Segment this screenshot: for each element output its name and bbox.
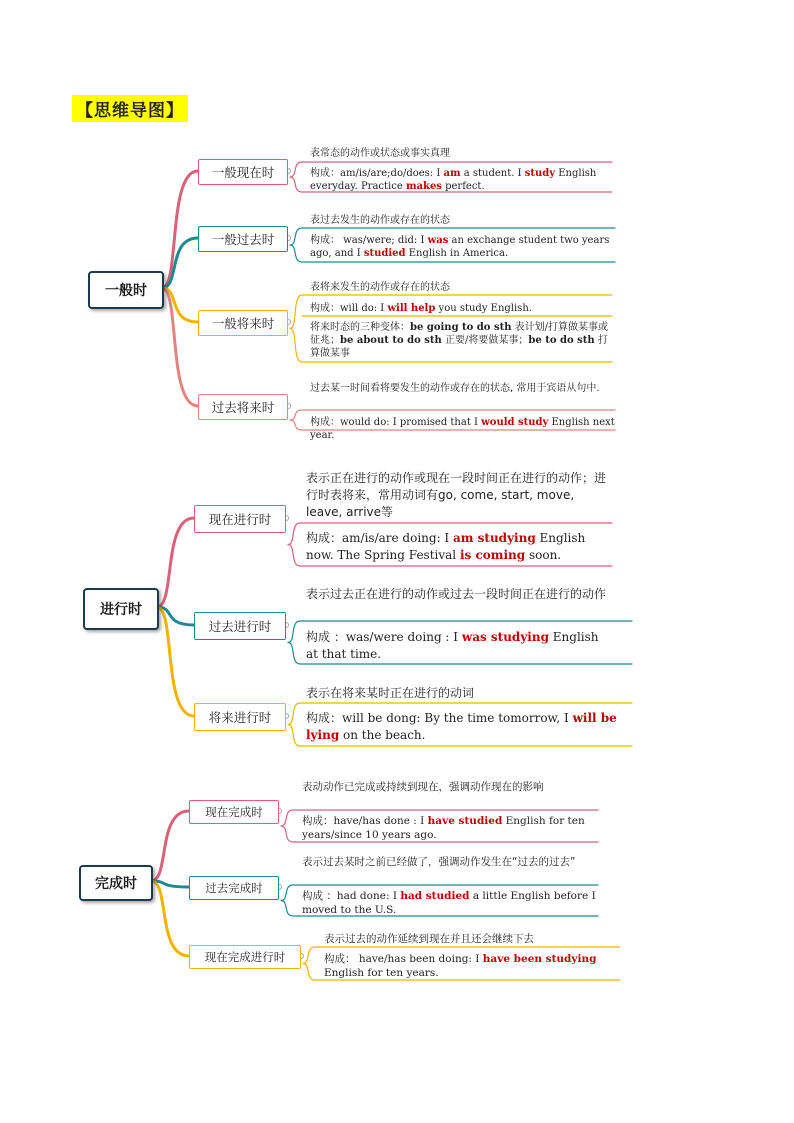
- branch-text-1-2-line-1: [306, 710, 626, 744]
- branch-text-0-3-line-0: 过去某一时间看将要发生的动作或存在的状态, 常用于宾语从句中.: [310, 383, 600, 394]
- branch-text-2-0-line-1: [302, 815, 592, 842]
- text-run: English in America.: [405, 248, 509, 259]
- text-run: English now. The Spring Festival: [306, 531, 586, 563]
- text-run: 构成：will be dong: By the time tomorrow, I: [306, 711, 573, 725]
- text-run: English for ten years.: [324, 966, 439, 979]
- text-run: was: [427, 235, 449, 246]
- branch-text-0-1-line-0: 表过去发生的动作或存在的状态: [310, 215, 450, 226]
- text-run: a student. I: [460, 168, 525, 179]
- branch-text-1-2-line-0: 表示在将来某时正在进行的动词: [306, 686, 475, 700]
- text-run: English at that time.: [306, 630, 599, 662]
- text-run: English next year.: [310, 417, 615, 441]
- text-run: be about to do sth: [340, 335, 442, 346]
- section-title: 【思维导图】: [72, 95, 188, 122]
- text-run: had studied: [400, 890, 470, 902]
- text-run: is coming: [459, 548, 526, 563]
- root-node-simple: 一般时: [88, 271, 164, 309]
- text-run: soon.: [525, 548, 562, 563]
- branch-text-0-0-line-1: [310, 167, 600, 193]
- text-run: would study: [481, 417, 549, 428]
- text-run: a little English before I moved to the U.S.: [302, 890, 596, 916]
- branch-text-0-2-line-1: [310, 302, 610, 315]
- branch-text-1-1-line-0: 表示过去正在进行的动作或过去一段时间正在进行的动作: [306, 587, 607, 601]
- branch-text-0-3-line-1: [310, 416, 615, 442]
- connector-0-0: [162, 171, 198, 288]
- branch-text-0-2-line-2: [310, 321, 610, 360]
- text-run: be going to do sth: [410, 322, 512, 333]
- branch-node-present-progressive: 现在进行时: [194, 505, 286, 533]
- branch-text-2-1-line-0: 表示过去某时之前已经做了，强调动作发生在“过去的过去”: [302, 856, 576, 868]
- text-run: will help: [387, 303, 436, 314]
- branch-node-past-progressive: 过去进行时: [194, 612, 286, 640]
- text-run: 将来时态的三种变体：: [310, 322, 410, 333]
- text-run: 构成： have/has been doing: I: [324, 953, 483, 965]
- branch-node-past-simple: 一般过去时: [198, 226, 288, 252]
- text-run: on the beach.: [339, 728, 426, 743]
- branch-text-0-0-line-0: 表常态的动作或状态或事实真理: [310, 148, 450, 159]
- text-run: 构成 ：was/were doing : I: [306, 630, 462, 644]
- branch-text-1-1-line-1: [306, 629, 612, 663]
- text-run: English for ten years/since 10 years ago.: [302, 815, 585, 841]
- connector-0-3: [162, 288, 198, 406]
- branch-node-past-future: 过去将来时: [198, 394, 288, 420]
- branch-node-present-simple: 一般现在时: [198, 159, 288, 185]
- text-run: 构成 ：had done: I: [302, 890, 401, 902]
- text-run: will be lying: [306, 711, 617, 743]
- branch-text-2-0-line-0: 表动动作已完成或持续到现在，强调动作现在的影响: [302, 781, 544, 793]
- text-run: study: [524, 168, 556, 179]
- text-run: be to do sth: [528, 335, 595, 346]
- text-run: 构成：am/is/are doing: I: [306, 531, 453, 545]
- text-run: makes: [405, 181, 442, 192]
- branch-text-2-2-line-0: 表示过去的动作延续到现在并且还会继续下去: [324, 933, 534, 945]
- text-run: 正要/将要做某事；: [441, 335, 529, 346]
- connector-2-2: [151, 881, 189, 956]
- text-run: perfect.: [441, 181, 485, 192]
- branch-text-0-1-line-1: [310, 234, 610, 260]
- branch-node-present-perfect-progressive: 现在完成进行时: [189, 945, 301, 969]
- text-run: was studying: [461, 630, 549, 644]
- branch-text-2-1-line-1: [302, 890, 597, 917]
- text-run: you study English.: [435, 303, 532, 314]
- root-node-perfect: 完成时: [79, 865, 153, 901]
- branch-node-future-simple: 一般将来时: [198, 310, 288, 336]
- branch-text-0-2-line-0: 表将来发生的动作或存在的状态: [310, 282, 450, 293]
- text-run: studied: [363, 248, 406, 259]
- text-run: 表计划/打算做某事或征兆；: [310, 322, 609, 346]
- text-run: have been studying: [482, 953, 597, 965]
- text-run: 构成：am/is/are;do/does: I: [310, 168, 444, 179]
- branch-node-present-perfect: 现在完成时: [189, 800, 279, 824]
- root-node-progressive: 进行时: [83, 588, 159, 630]
- connector-2-0: [151, 811, 189, 881]
- branch-text-2-2-line-1: [324, 953, 609, 980]
- branch-node-future-progressive: 将来进行时: [194, 703, 286, 731]
- text-run: 打算做某事: [310, 335, 608, 359]
- text-run: am: [443, 168, 461, 179]
- branch-node-past-perfect: 过去完成时: [189, 876, 279, 900]
- connector-1-0: [157, 518, 194, 607]
- text-run: 构成：would do: I promised that I: [310, 417, 482, 428]
- text-run: have studied: [427, 815, 503, 827]
- text-run: an exchange student two years ago, and I: [310, 235, 610, 259]
- text-run: 构成： was/were; did: I: [310, 235, 428, 246]
- text-run: 构成：have/has done : I: [302, 815, 428, 827]
- text-run: am studying: [453, 531, 536, 545]
- branch-text-1-0-line-1: [306, 530, 612, 564]
- text-run: 构成：will do: I: [310, 303, 388, 314]
- text-run: English everyday. Practice: [310, 168, 597, 192]
- branch-text-1-0-line-0: 表示正在进行的动作或现在一段时间正在进行的动作；进行时表将来，常用动词有go, come, start, move, leave, arrive等: [306, 471, 607, 520]
